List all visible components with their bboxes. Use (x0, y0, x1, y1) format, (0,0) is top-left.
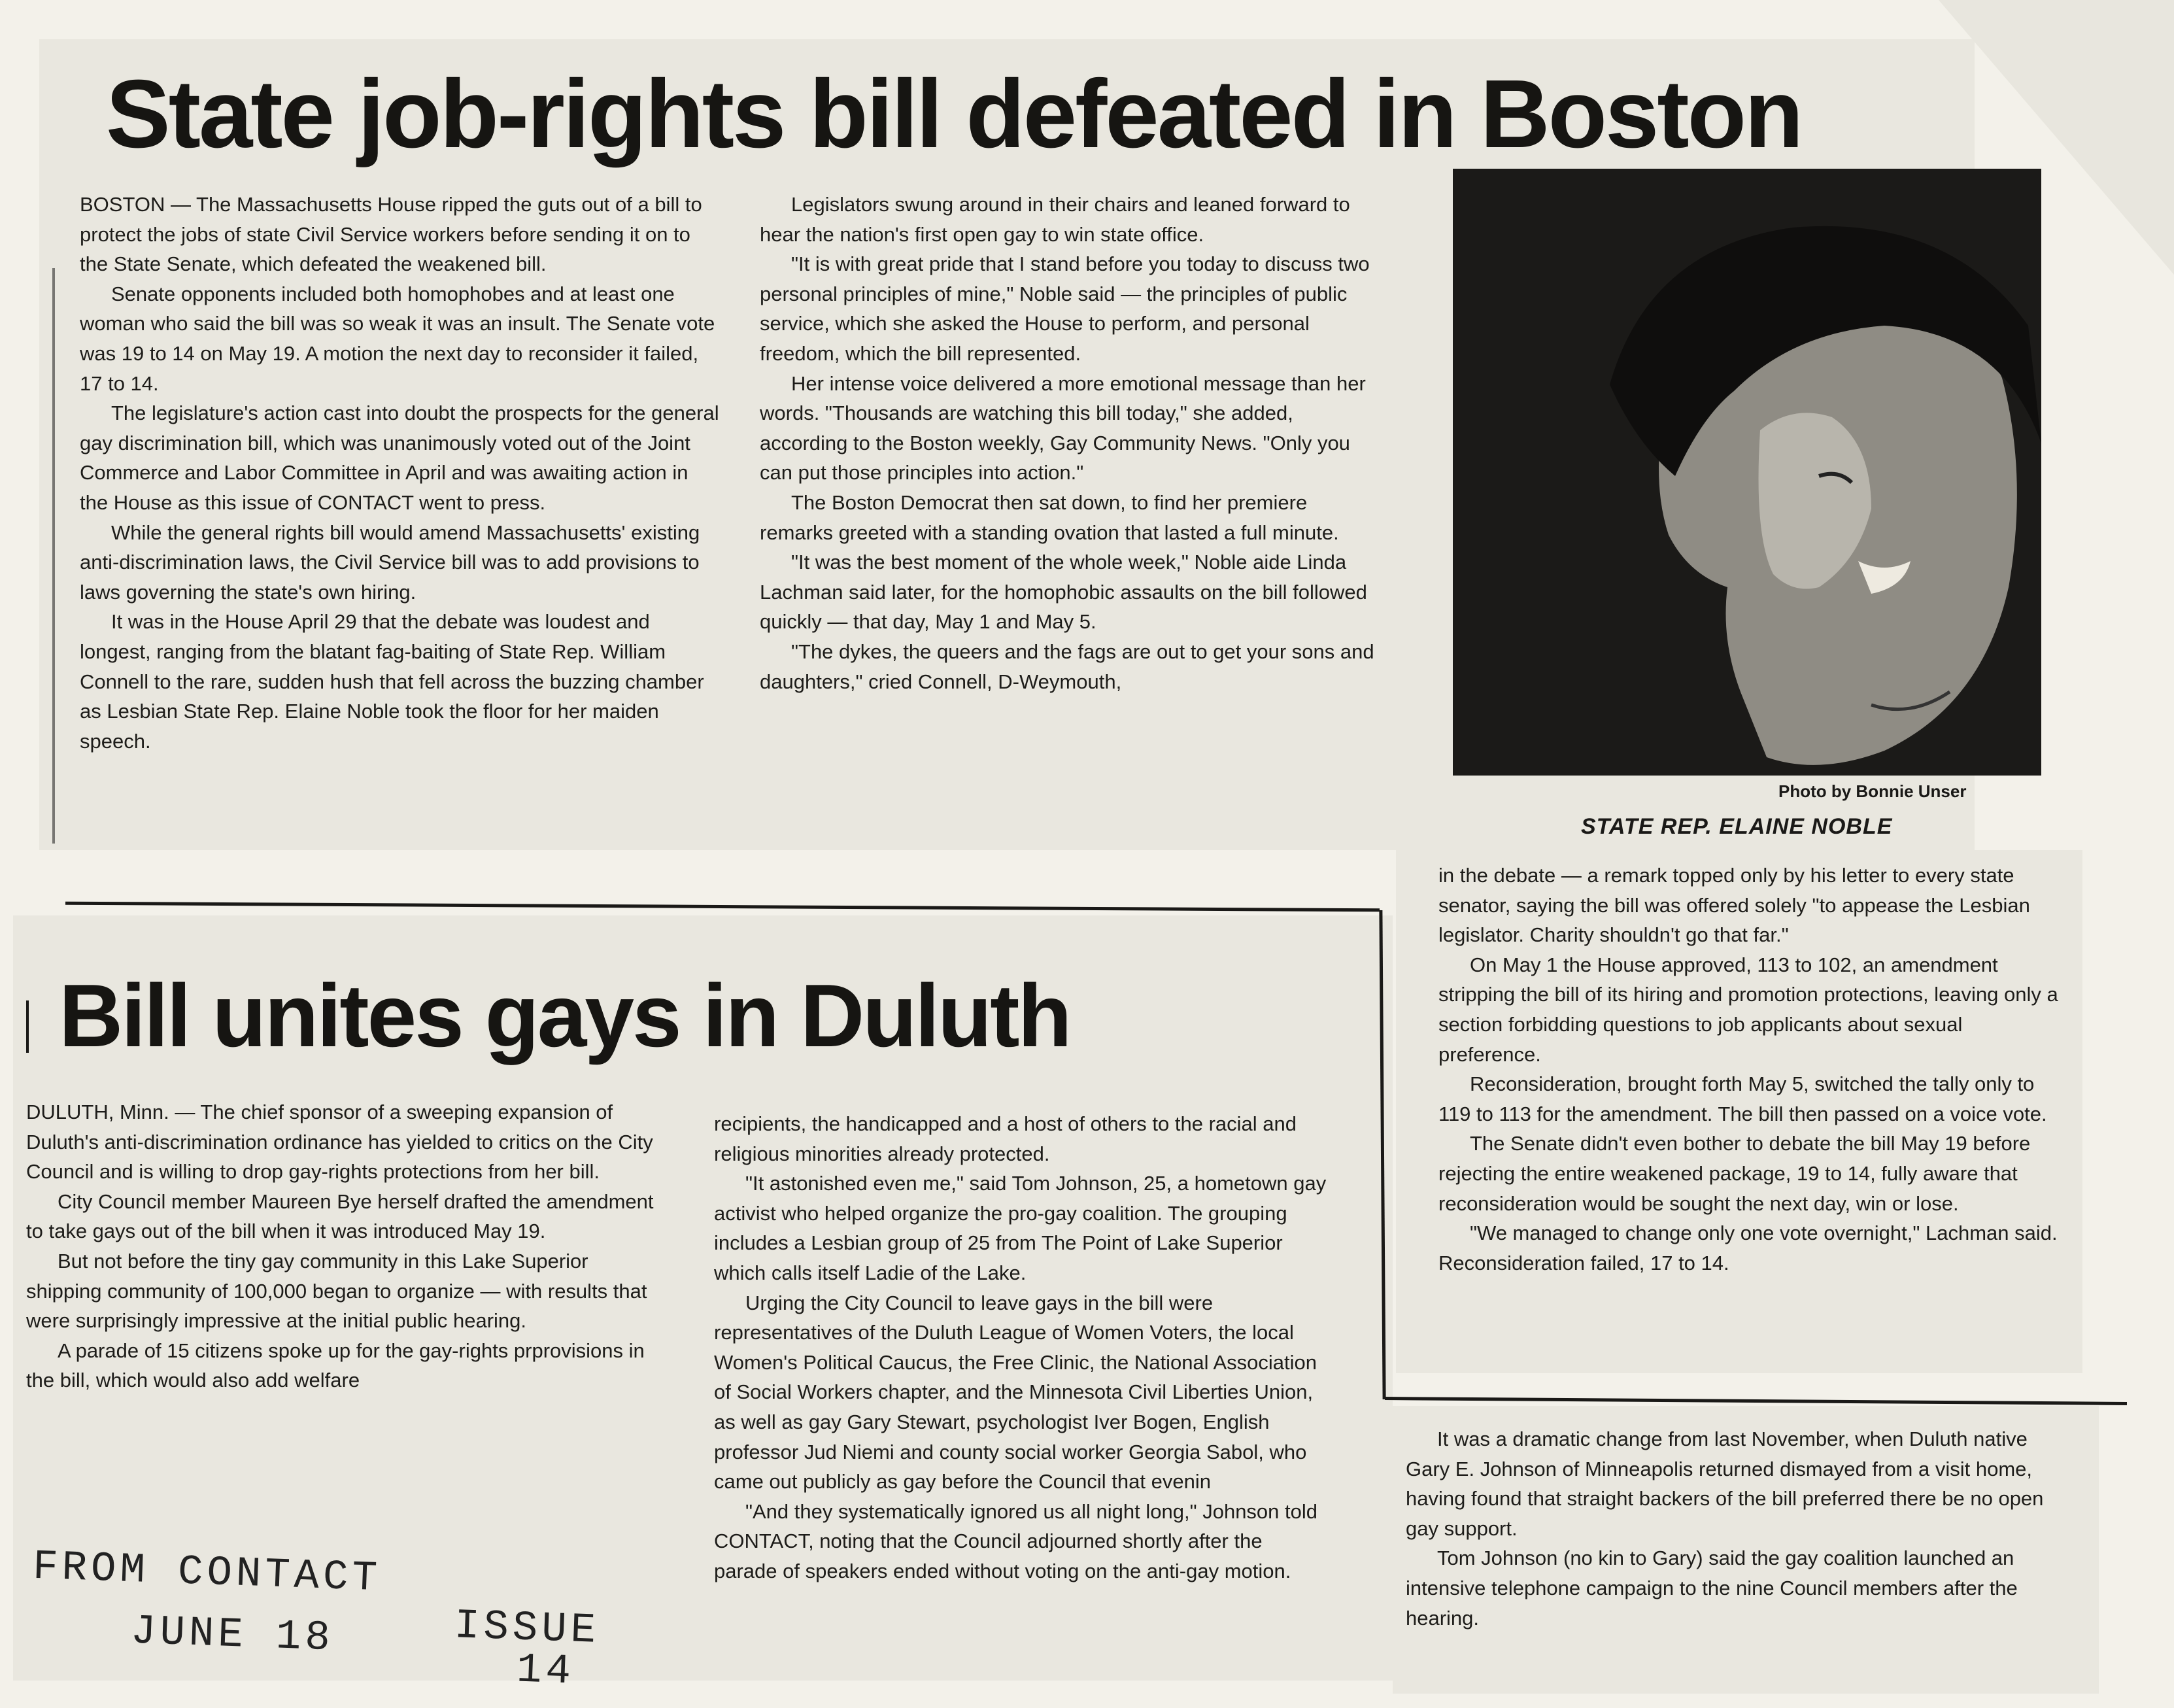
paragraph: The Boston Democrat then sat down, to find her premiere remarks greeted with a standing ovation that lasted a full minute. (760, 490, 1339, 544)
paragraph: Legislators swung around in their chairs and leaned forward to hear the nation's first open gay to win state office. (760, 193, 1350, 246)
paragraph: Reconsideration, brought forth May 5, switched the tally only to 119 to 113 for the amendment. The bill then passed on a voice vote. (1438, 1072, 2047, 1125)
paragraph: A parade of 15 citizens spoke up for the gay-rights prprovisions in the bill, which would also add welfare (26, 1339, 645, 1392)
handwritten-issue-number: 14 (515, 1647, 576, 1696)
paragraph: Tom Johnson (no kin to Gary) said the gay coalition launched an intensive telephone campaign to the nine Council members after the hearing. (1406, 1546, 2018, 1630)
paragraph: recipients, the handicapped and a host of others to the racial and religious minorities already protected. (714, 1112, 1297, 1165)
paragraph: City Council member Maureen Bye herself drafted the amendment to take gays out of the bill when it was introduced May 19. (26, 1189, 654, 1243)
paragraph: Her intense voice delivered a more emotional message than her words. "Thousands are watching this bill today," she added, according to the Boston weekly, Gay Community News. "Only you can put those principles into action." (760, 371, 1366, 485)
duluth-column-3 (1406, 1424, 2060, 1633)
column-edge-line (52, 268, 55, 844)
photo-credit: Photo by Bonnie Unser (1778, 781, 1967, 801)
paragraph: "The dykes, the queers and the fags are out to get your sons and daughters," cried Connell, D-Weymouth, (760, 640, 1374, 693)
divider-line (1385, 1397, 2127, 1405)
paragraph: "We managed to change only one vote overnight," Lachman said. Reconsideration failed, 17 to 14. (1438, 1221, 2058, 1274)
paragraph: in the debate — a remark topped only by his letter to every state senator, saying the bill was offered solely "to appease the Lesbian legislator. Charity shouldn't go that far." (1438, 864, 2030, 947)
duluth-column-2 (714, 1109, 1329, 1586)
boston-headline: State job-rights bill defeated in Boston (106, 60, 1802, 168)
photo-caption: STATE REP. ELAINE NOBLE (1581, 814, 1893, 839)
paragraph: On May 1 the House approved, 113 to 102, an amendment stripping the bill of its hiring and promotion protections, leaving only a section forbidding questions to job applicants about sexual preference. (1438, 953, 2058, 1066)
boston-column-1 (80, 190, 721, 756)
handwritten-source-note: FROM CONTACT (31, 1543, 382, 1603)
paragraph: "And they systematically ignored us all night long," Johnson told CONTACT, noting that the Council adjourned shortly after the parade of speakers ended without voting on the anti-gay motion. (714, 1499, 1318, 1582)
duluth-headline: Bill unites gays in Duluth (59, 966, 1070, 1065)
paragraph: DULUTH, Minn. — The chief sponsor of a sweeping expansion of Duluth's anti-discrimination ordinance has yielded to critics on the City Council and is willing to drop gay-rights protections from her bill. (26, 1101, 653, 1184)
boston-column-2 (760, 190, 1374, 696)
paragraph: "It astonished even me," said Tom Johnson, 25, a hometown gay activist who helped organize the pro-gay coalition. The grouping includes a Lesbian group of 25 from The Point of Lake Superior which calls itself Ladie of the Lake. (714, 1172, 1327, 1284)
paragraph: "It was the best moment of the whole week," Noble aide Linda Lachman said later, for the homophobic assaults on the bill followed quickly — that day, May 1 and May 5. (760, 551, 1367, 634)
column-edge-line (26, 1000, 29, 1053)
handwritten-date: JUNE 18 (129, 1608, 335, 1663)
portrait-illustration (1453, 169, 2041, 776)
paragraph: Urging the City Council to leave gays in the bill were representatives of the Duluth League of Women Voters, the local Women's Political Caucus, the Free Clinic, the National Association of Social Workers chapter, and the Minnesota Civil Liberties Union, as well as gay Gary Stewart, psychologist Iver Bogen, English professor Jud Niemi and county social worker Georgia Sabol, who came out publicly as gay before the Council that evenin (714, 1291, 1317, 1494)
paragraph: The legislature's action cast into doubt the prospects for the general gay discrimination bill, which was unanimously voted out of the Joint Commerce and Labor Committee in April and was awaiting action in the House as this issue of CONTACT went to press. (80, 401, 719, 514)
paragraph: "It is with great pride that I stand before you today to discuss two personal principles of mine," Noble said — the principles of public service, which she asked the House to perform, and personal freedom, which the bill represented. (760, 252, 1370, 365)
paragraph: But not before the tiny gay community in this Lake Superior shipping community of 100,000 began to organize — with results that were surprisingly impressive at the initial public hearing. (26, 1249, 647, 1333)
paragraph: The Senate didn't even bother to debate the bill May 19 before rejecting the entire weakened package, 19 to 14, fully aware that reconsideration would be sought the next day, win or lose. (1438, 1132, 2031, 1215)
boston-column-3 (1438, 861, 2066, 1278)
paragraph: It was in the House April 29 that the debate was loudest and longest, ranging from the blatant fag-baiting of State Rep. William Connell to the rare, sudden hush that fell across the buzzing chamber as Lesbian State Rep. Elaine Noble took the floor for her maiden speech. (80, 610, 704, 753)
handwritten-issue-label: ISSUE (453, 1603, 601, 1655)
paragraph: While the general rights bill would amend Massachusetts' existing anti-discrimination laws, the Civil Service bill was to add provisions to laws governing the state's own hiring. (80, 521, 700, 604)
paragraph: Senate opponents included both homophobes and at least one woman who said the bill was so weak it was an insult. The Senate vote was 19 to 14 on May 19. A motion the next day to reconsider it failed, 17 to 14. (80, 282, 715, 395)
elaine-noble-photo (1453, 169, 2041, 776)
divider-line (65, 902, 1380, 912)
paragraph: BOSTON — The Massachusetts House ripped the guts out of a bill to protect the jobs of state Civil Service workers before sending it on to the State Senate, which defeated the weakened bill. (80, 193, 702, 276)
duluth-column-1 (26, 1097, 654, 1395)
paragraph: It was a dramatic change from last November, when Duluth native Gary E. Johnson of Minneapolis returned dismayed from a visit home, having found that straight backers of the bill preferred there be no open gay support. (1406, 1427, 2044, 1540)
